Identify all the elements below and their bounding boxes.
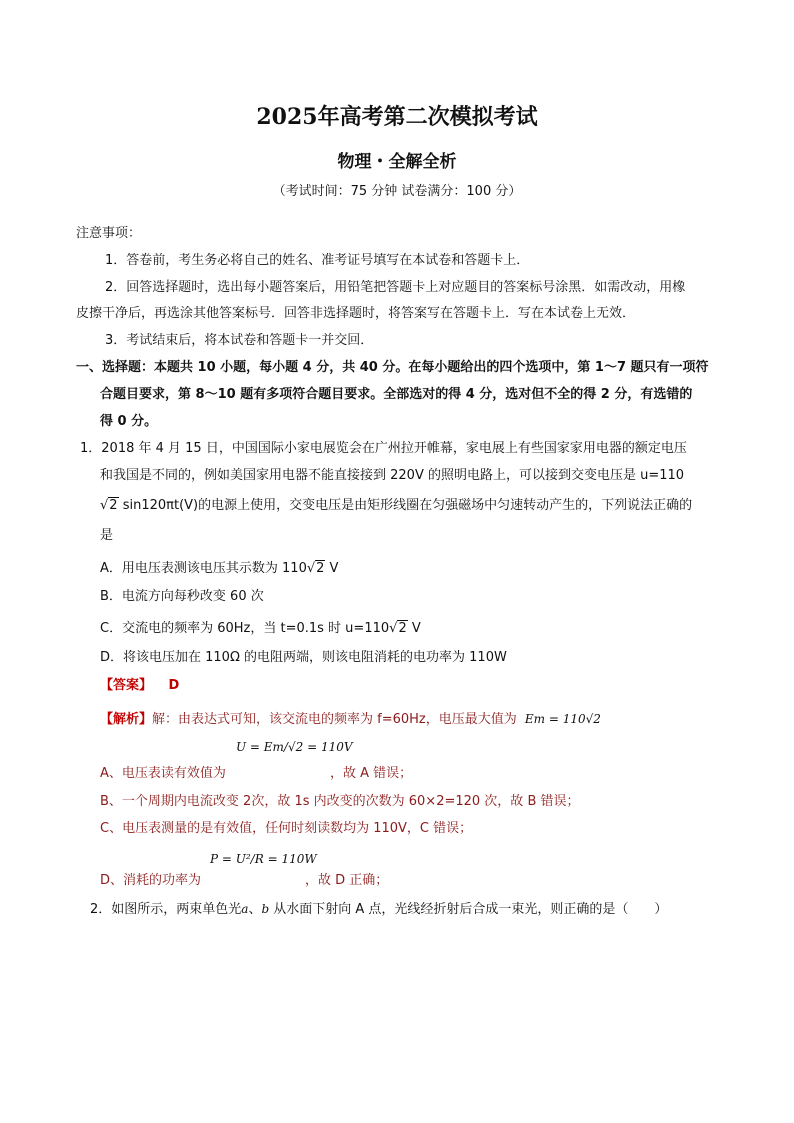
q1-option-b: B．电流方向每秒改变 60 次 xyxy=(100,589,264,604)
q1-option-d: D．将该电压加在 110Ω 的电阻两端，则该电阻消耗的电功率为 110W xyxy=(100,650,507,665)
analysis-line-a: A、电压表读有效值为 xyxy=(100,766,226,781)
sqrt-symbol: √2 xyxy=(389,621,407,636)
q1-stem-line-1: 1．2018 年 4 月 15 日，中国国际小家电展览会在广州拉开帷幕，家电展上有些国家家用电器的额定电压 xyxy=(80,441,687,456)
analysis-line-d: D、消耗的功率为 xyxy=(100,873,202,888)
var-a: a xyxy=(241,902,249,916)
var-b: b xyxy=(261,902,270,916)
formula-power: P = U²/R = 110W xyxy=(210,852,317,866)
page-title: 2025年高考第二次模拟考试 xyxy=(256,104,538,130)
answer-row xyxy=(100,674,179,693)
analysis-line-a-tail: ，故 A 错误； xyxy=(330,766,413,781)
notice-heading: 注意事项： xyxy=(76,226,142,241)
section-heading-line-2: 合题目要求，第 8～10 题有多项符合题目要求。全部选对的得 4 分，选对但不全的得 2 分，有选错的 xyxy=(100,387,693,402)
formula-em: Em = 110√2 xyxy=(524,712,601,726)
q1-option-c: C．交流电的频率为 60Hz，当 t=0.1s 时 u=110√2 V xyxy=(100,621,421,636)
sqrt-symbol: √2 xyxy=(306,561,325,576)
notice-item-1: 1．答卷前，考生务必将自己的姓名、准考证号填写在本试卷和答题卡上． xyxy=(105,253,530,268)
q2-stem: 2．如图所示，两束单色光a、b 从水面下射向 A 点，光线经折射后合成一束光，则正确的是（ ） xyxy=(90,902,668,917)
notice-item-3: 3．考试结束后，将本试卷和答题卡一并交回． xyxy=(105,333,374,348)
exam-info: （考试时间：75 分钟 试卷满分：100 分） xyxy=(272,184,522,199)
q1-stem-line-2: 和我国是不同的，例如美国家用电器不能直接接到 220V 的照明电路上，可以接到交变电压是 u=110 xyxy=(100,468,685,483)
section-heading-line-3: 得 0 分。 xyxy=(100,414,158,429)
formula-effective-voltage: U = Em/√2 = 110V xyxy=(236,740,353,754)
section-heading-line-1: 一、选择题：本题共 10 小题，每小题 4 分，共 40 分。在每小题给出的四个选项中，第 1～7 题只有一项符 xyxy=(76,360,709,375)
sqrt-symbol: √2 xyxy=(100,498,118,513)
analysis-line-d-tail: ，故 D 正确； xyxy=(305,873,389,888)
notice-item-2: 2．回答选择题时，选出每小题答案后，用铅笔把答题卡上对应题目的答案标号涂黑．如需改动，用橡 xyxy=(105,280,686,295)
analysis-line: 【解析】解：由表达式可知，该交流电的频率为 f=60Hz，电压最大值为 Em = 110√2 xyxy=(100,712,601,727)
q1-stem-line-4: 是 xyxy=(100,528,114,543)
q1-stem-line-3: √2 sin120πt(V)的电源上使用，交变电压是由矩形线圈在匀强磁场中匀速转动产生的，下列说法正确的 xyxy=(100,498,693,513)
analysis-line-c: C、电压表测量的是有效值，任何时刻读数均为 110V，C 错误； xyxy=(100,821,473,836)
analysis-label: 【解析】 xyxy=(100,712,153,727)
q1-option-a: A．用电压表测该电压其示数为 110√2 V xyxy=(100,561,339,576)
analysis-line-b: B、一个周期内电流改变 2次，故 1s 内改变的次数为 60×2=120 次，故 B 错误； xyxy=(100,794,580,809)
notice-item-2-cont: 皮擦干净后，再选涂其他答案标号．回答非选择题时，将答案写在答题卡上．写在本试卷上无效． xyxy=(76,306,636,321)
answer-value: D xyxy=(168,678,180,693)
page-subtitle: 物理・全解全析 xyxy=(337,152,457,172)
answer-label: 【答案】 xyxy=(100,678,153,693)
